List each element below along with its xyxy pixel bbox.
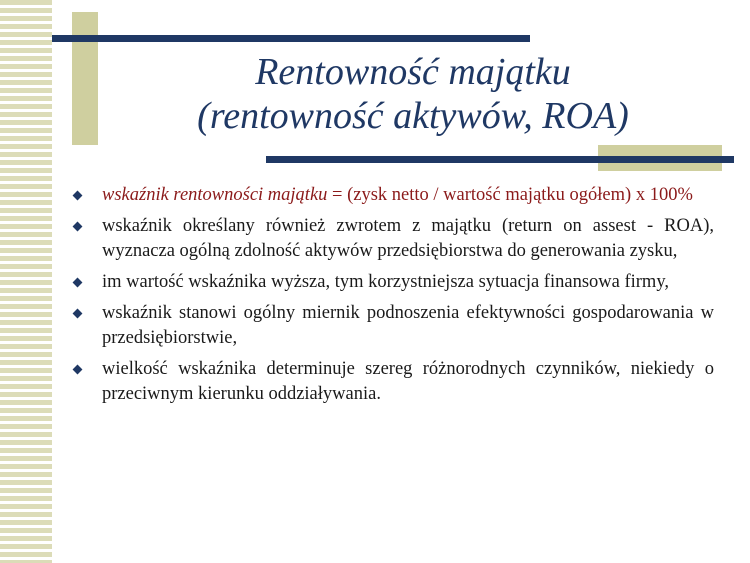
bullet-item <box>72 270 714 295</box>
title-line-1: Rentowność majątku <box>255 51 571 93</box>
bullet-text: wskaźnik stanowi ogólny miernik podnoszenia efektywności gospodarowania w przedsiębiorstwie, <box>102 303 714 348</box>
bullet-item <box>72 301 714 351</box>
bullet-text <box>102 185 693 205</box>
bullet-text: im wartość wskaźnika wyższa, tym korzystniejsza sytuacja finansowa firmy, <box>102 272 669 292</box>
diamond-bullet-icon <box>73 309 83 319</box>
diamond-bullet-icon <box>73 222 83 232</box>
bullet-text: wielkość wskaźnika determinuje szereg różnorodnych czynników, niekiedy o przeciwnym kierunku oddziaływania. <box>102 359 714 404</box>
slide-title <box>98 50 728 138</box>
diamond-bullet-icon <box>73 365 83 375</box>
bullet-item <box>72 357 714 407</box>
bullet-list <box>72 183 714 413</box>
decorative-stripes <box>0 0 52 563</box>
bullet-formula: = (zysk netto / wartość majątku ogółem) x 100% <box>327 185 693 205</box>
bullet-term: wskaźnik rentowności majątku <box>102 185 328 205</box>
diamond-bullet-icon <box>73 191 83 201</box>
bullet-item <box>72 183 714 208</box>
decorative-bar-top <box>52 35 530 42</box>
decorative-tan-block-top <box>72 12 98 145</box>
decorative-bar-bottom <box>266 156 734 163</box>
title-line-2: (rentowność aktywów, ROA) <box>197 95 629 137</box>
bullet-text: wskaźnik określany również zwrotem z majątku (return on assest - ROA), wyznacza ogólną zdolność aktywów przedsiębiorstwa do generowania zysku, <box>102 216 714 261</box>
diamond-bullet-icon <box>73 278 83 288</box>
bullet-item <box>72 214 714 264</box>
